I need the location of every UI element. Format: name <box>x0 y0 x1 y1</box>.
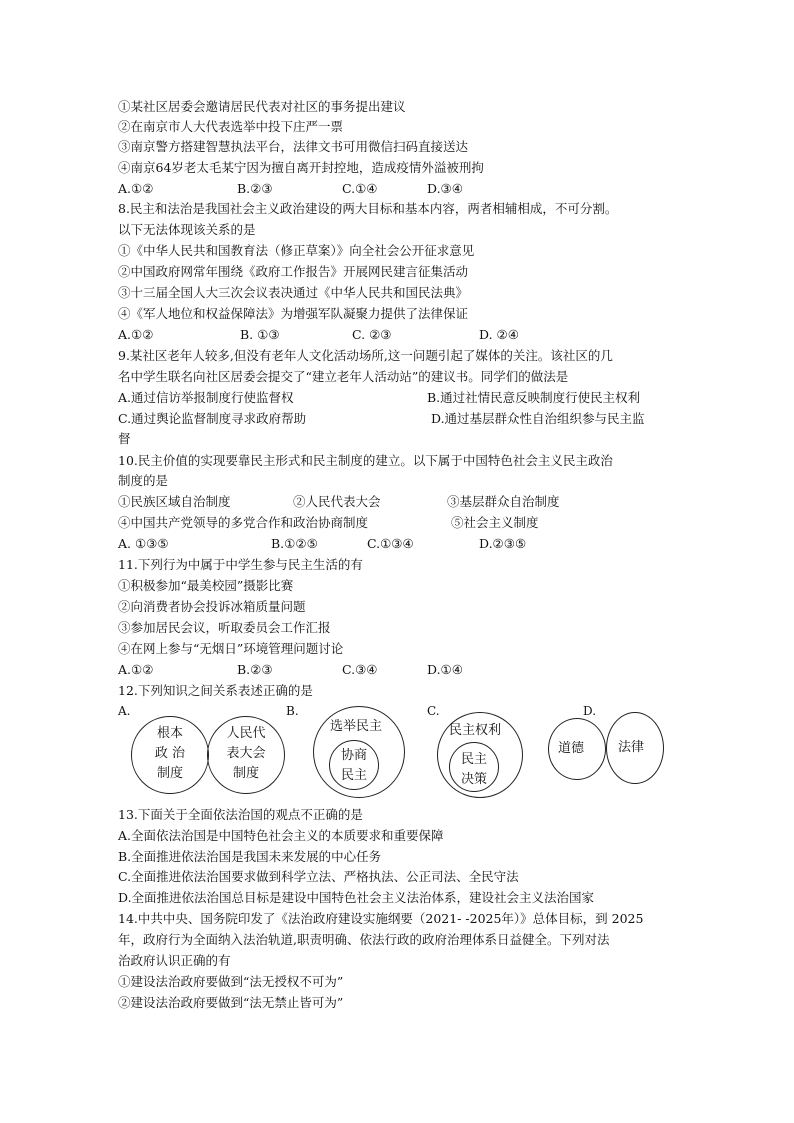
q9-option-d-cont: 督 <box>118 431 131 446</box>
q12-c-inner-text <box>449 750 499 790</box>
q10-stem-line-2: 制度的是 <box>118 473 169 488</box>
q8-statement-3: ③十三届全国人大三次会议表决通过《中华人民共和国民法典》 <box>118 285 469 300</box>
q14-statement-1: ①建设法治政府要做到“法无授权不可为” <box>118 974 344 989</box>
q12-c-inner-line-2: 决策 <box>460 772 487 787</box>
q11-option-d: D.①④ <box>427 662 463 677</box>
q11-option-b: B.②③ <box>237 662 273 677</box>
q12-b-inner-line-1: 协商 <box>340 748 367 763</box>
q9-stem-line-2: 名中学生联名向社区居委会提交了“建立老年人活动站”的建议书。同学们的做法是 <box>118 369 569 384</box>
q9-stem-line-1: 9.某社区老年人较多,但没有老年人文化活动场所,这一问题引起了媒体的关注。该社区的几 <box>118 348 613 363</box>
q12-a-right-text <box>216 724 276 784</box>
q8-option-a: A.①② <box>118 327 154 342</box>
q10-stem-line-1: 10.民主价值的实现要靠民主形式和民主制度的建立。以下属于中国特色社会主义民主政治 <box>118 453 613 468</box>
q12-c-inner-line-1: 民主 <box>460 752 487 767</box>
q13-stem: 13.下面关于全面依法治国的观点不正确的是 <box>118 807 363 822</box>
q10-statement-5: ⑤社会主义制度 <box>451 515 539 530</box>
q12-a-left-text <box>146 724 194 784</box>
q9-option-b: B.通过社情民意反映制度行使民主权利 <box>427 390 641 405</box>
q8-option-b: B. ①③ <box>240 327 280 342</box>
q10-statement-2: ②人民代表大会 <box>293 494 381 509</box>
q14-statement-2: ②建设法治政府要做到“法无禁止皆可为” <box>118 995 344 1010</box>
q9-option-c: C.通过舆论监督制度寻求政府帮助 <box>118 411 307 426</box>
q11-option-a: A.①② <box>118 662 154 677</box>
q8-stem-line-1: 8.民主和法治是我国社会主义政治建设的两大目标和基本内容，两者相辅相成，不可分割。 <box>118 201 618 216</box>
q13-option-a: A.全面依法治国是中国特色社会主义的本质要求和重要保障 <box>118 828 444 843</box>
q11-option-c: C.③④ <box>342 662 378 677</box>
q7-statement-2: ②在南京市人大代表选举中投下庄严一票 <box>118 119 344 134</box>
q10-option-c: C.①③④ <box>367 536 414 551</box>
q13-option-b: B.全面推进依法治国是我国未来发展的中心任务 <box>118 849 382 864</box>
q12-a-right-line-3: 制度 <box>232 766 259 781</box>
q12-b-inner-text <box>329 746 379 786</box>
q12-a-left-line-2: 政 治 <box>154 746 186 761</box>
q8-option-c: C. ②③ <box>352 327 392 342</box>
q11-statement-1: ①积极参加“最美校园”摄影比赛 <box>118 578 294 593</box>
q11-stem: 11.下列行为中属于中学生参与民主生活的有 <box>118 557 363 572</box>
q8-stem-line-2: 以下无法体现该关系的是 <box>118 222 256 237</box>
q14-stem-line-3: 治政府认识正确的有 <box>118 953 231 968</box>
q7-statement-3: ③南京警方搭建智慧执法平台，法律文书可用微信扫码直接送达 <box>118 139 469 154</box>
q12-label-a: A. <box>118 704 131 718</box>
q10-statement-4: ④中国共产党领导的多党合作和政治协商制度 <box>118 515 369 530</box>
q12-label-c: C. <box>427 704 440 718</box>
q7-option-b: B.②③ <box>237 181 273 196</box>
q12-label-d: D. <box>583 704 597 718</box>
q7-statement-4: ④南京64岁老太毛某宁因为擅自离开封控地，造成疫情外溢被刑拘 <box>118 160 484 175</box>
q8-option-d: D. ②④ <box>479 327 519 342</box>
q10-option-a: A. ①③⑤ <box>118 536 169 551</box>
q9-option-a: A.通过信访举报制度行使监督权 <box>118 390 294 405</box>
q7-option-a: A.①② <box>118 181 154 196</box>
q7-option-d: D.③④ <box>427 181 463 196</box>
q12-d-right-text: 法律 <box>617 740 644 755</box>
q11-statement-3: ③参加居民会议，听取委员会工作汇报 <box>118 620 331 635</box>
q12-a-left-line-1: 根本 <box>156 726 183 741</box>
q14-stem-line-2: 年，政府行为全面纳入法治轨道,职责明确、依法行政的政府治理体系日益健全。下列对法 <box>118 932 610 947</box>
q10-statement-3: ③基层群众自治制度 <box>447 494 560 509</box>
q12-d-left-text: 道德 <box>557 741 584 756</box>
q12-stem: 12.下列知识之间关系表述正确的是 <box>118 683 313 698</box>
q12-a-left-line-3: 制度 <box>156 766 183 781</box>
q7-statement-1: ①某社区居委会邀请居民代表对社区的事务提出建议 <box>118 99 406 114</box>
q11-statement-4: ④在网上参与“无烟日”环境管理问题讨论 <box>118 641 344 656</box>
q12-b-outer-text: 选举民主 <box>329 719 382 734</box>
q13-option-c: C.全面推进依法治国要求做到科学立法、严格执法、公正司法、全民守法 <box>118 869 519 884</box>
q7-option-c: C.①④ <box>342 181 378 196</box>
q12-c-outer-text: 民主权利 <box>448 723 501 738</box>
q8-statement-4: ④《军人地位和权益保障法》为增强军队凝聚力提供了法律保证 <box>118 306 469 321</box>
q12-a-right-line-1: 人民代 <box>226 726 266 741</box>
q10-statement-1: ①民族区域自治制度 <box>118 494 231 509</box>
q8-statement-1: ①《中华人民共和国教育法（修正草案）》向全社会公开征求意见 <box>118 243 475 258</box>
q12-label-b: B. <box>286 704 299 718</box>
q8-statement-2: ②中国政府网常年围绕《政府工作报告》开展网民建言征集活动 <box>118 264 469 279</box>
q14-stem-line-1: 14.中共中央、国务院印发了《法治政府建设实施纲要（2021- -2025年）》总体目标，到 2025 <box>118 911 644 926</box>
q10-option-b: B.①②⑤ <box>271 536 318 551</box>
q10-option-d: D.②③⑤ <box>479 536 527 551</box>
q12-a-right-line-2: 表大会 <box>226 746 266 761</box>
q9-option-d: D.通过基层群众性自治组织参与民主监 <box>431 411 645 426</box>
q12-b-inner-line-2: 民主 <box>340 768 367 783</box>
q11-statement-2: ②向消费者协会投诉冰箱质量问题 <box>118 599 306 614</box>
q13-option-d: D.全面推进依法治国总目标是建设中国特色社会主义法治体系，建设社会主义法治国家 <box>118 890 595 905</box>
